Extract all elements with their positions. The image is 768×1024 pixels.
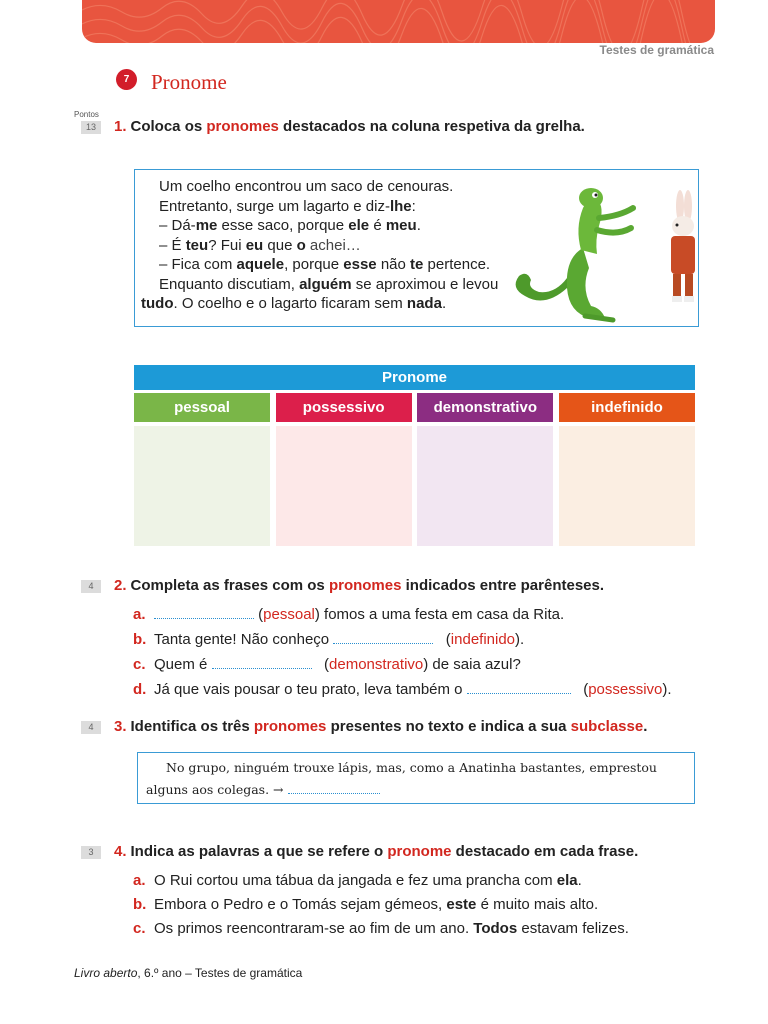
- grid-column-answer-area[interactable]: [417, 426, 553, 546]
- story-line-5: – Fica com aquele, porque esse não te pertence.: [159, 256, 491, 273]
- q4-item-b: b. Embora o Pedro e o Tomás sejam gémeos, este é muito mais alto.: [133, 896, 599, 913]
- q3-blank[interactable]: [288, 780, 380, 794]
- q1-text-pre: Coloca os: [130, 118, 207, 135]
- story-line-3: – Dá-me esse saco, porque ele é meu.: [159, 217, 421, 234]
- q2-item-d: d. Já que vais pousar o teu prato, leva também o (possessivo).: [133, 681, 672, 698]
- grid-column-header: possessivo: [276, 393, 412, 422]
- story-text: [141, 177, 511, 314]
- unit-number-badge: 7: [116, 69, 137, 90]
- page-footer: Livro aberto, 6.º ano – Testes de gramática: [74, 966, 303, 980]
- q4-points: 3: [81, 846, 101, 859]
- section-label: Testes de gramática: [599, 43, 714, 57]
- q2-points: 4: [81, 580, 101, 593]
- q3-heading: 3. Identifica os três pronomes presentes no texto e indica a sua subclasse.: [114, 718, 648, 735]
- q2-number: 2.: [114, 577, 127, 594]
- header-banner: [82, 0, 715, 43]
- rabbit-icon: [671, 190, 695, 302]
- grid-title: Pronome: [134, 365, 695, 390]
- points-label: Pontos: [74, 110, 99, 119]
- story-line-7: tudo. O coelho e o lagarto ficaram sem nada.: [141, 295, 447, 312]
- q4-item-a: a. O Rui cortou uma tábua da jangada e fez uma prancha com ela.: [133, 872, 582, 889]
- lizard-rabbit-illustration: [505, 178, 695, 326]
- q2-blank-d[interactable]: [467, 680, 571, 694]
- q2-item-c: c. Quem é (demonstrativo) de saia azul?: [133, 656, 521, 673]
- q1-heading: [114, 118, 585, 135]
- story-line-6: Enquanto discutiam, alguém se aproximou e levou: [159, 275, 499, 293]
- q3-box-line-2: alguns aos colegas. →: [146, 779, 686, 801]
- q3-points: 4: [81, 721, 101, 734]
- q2-heading: 2. Completa as frases com os pronomes indicados entre parênteses.: [114, 577, 605, 594]
- q2-blank-a[interactable]: [154, 605, 254, 619]
- q2-item-a: a. (pessoal) fomos a uma festa em casa da Rita.: [133, 606, 565, 623]
- page-title: Pronome: [151, 70, 227, 94]
- q1-highlight: pronomes: [206, 118, 279, 135]
- story-line-4: – É teu? Fui eu que o achei…: [159, 236, 361, 254]
- grid-column-indefinido: [559, 393, 695, 546]
- q3-number: 3.: [114, 718, 127, 735]
- pronoun-grid: [134, 365, 695, 546]
- story-line-2: Entretanto, surge um lagarto e diz-lhe:: [159, 197, 416, 215]
- q2-item-b: b. Tanta gente! Não conheço (indefinido).: [133, 631, 525, 648]
- q2-blank-b[interactable]: [333, 630, 433, 644]
- story-line-1: Um coelho encontrou um saco de cenouras.: [159, 178, 454, 195]
- banner-pattern: [82, 0, 715, 43]
- grid-column-demonstrativo: [417, 393, 553, 546]
- q3-answer-box: [137, 752, 695, 804]
- q1-points: 13: [81, 121, 101, 134]
- grid-column-pessoal: [134, 393, 270, 546]
- q1-number: 1.: [114, 118, 127, 135]
- grid-column-answer-area[interactable]: [134, 426, 270, 546]
- grid-column-possessivo: [276, 393, 412, 546]
- q3-box-line-1: No grupo, ninguém trouxe lápis, mas, como a Anatinha bastantes, emprestou: [166, 760, 657, 775]
- grid-column-answer-area[interactable]: [276, 426, 412, 546]
- q2-blank-c[interactable]: [212, 655, 312, 669]
- grid-columns: [134, 393, 695, 546]
- q4-item-c: c. Os primos reencontraram-se ao fim de um ano. Todos estavam felizes.: [133, 920, 629, 937]
- q4-heading: 4. Indica as palavras a que se refere o pronome destacado em cada frase.: [114, 843, 639, 860]
- story-box: [134, 169, 699, 327]
- grid-column-answer-area[interactable]: [559, 426, 695, 546]
- lizard-icon: [516, 188, 633, 320]
- q1-text-post: destacados na coluna respetiva da grelha.: [278, 118, 585, 135]
- q4-number: 4.: [114, 843, 127, 860]
- grid-column-header: indefinido: [559, 393, 695, 422]
- grid-column-header: pessoal: [134, 393, 270, 422]
- grid-column-header: demonstrativo: [417, 393, 553, 422]
